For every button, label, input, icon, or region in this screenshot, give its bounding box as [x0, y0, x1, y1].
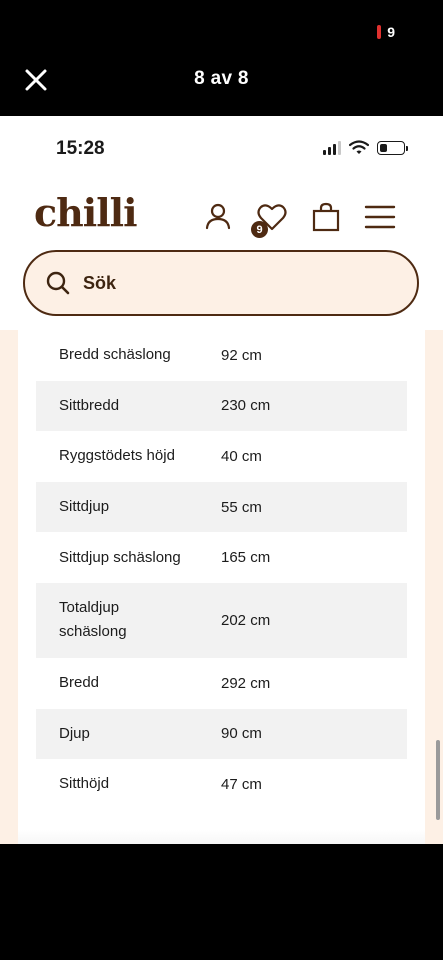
search-input[interactable] — [23, 250, 419, 316]
spec-label: Sittbredd — [59, 396, 120, 414]
header-nav-icons — [201, 200, 397, 234]
spec-label: Bredd schäslong — [59, 346, 171, 364]
notification-count: 9 — [387, 24, 395, 40]
viewer-status-bar — [0, 0, 443, 50]
image-counter: 8 av 8 — [194, 68, 249, 89]
specs-card — [18, 330, 425, 830]
spec-value: 292 cm — [221, 674, 271, 692]
search-icon — [45, 270, 71, 296]
content-area — [0, 330, 443, 844]
spec-table — [36, 330, 407, 810]
bag-icon — [309, 200, 343, 234]
battery-icon — [377, 141, 405, 155]
table-row — [36, 431, 407, 482]
table-row — [36, 330, 407, 381]
spec-value: 202 cm — [221, 611, 271, 629]
wifi-icon — [349, 140, 369, 155]
account-button[interactable] — [201, 200, 235, 234]
phone-status-icons — [323, 140, 405, 155]
spec-value: 90 cm — [221, 725, 262, 743]
wishlist-button[interactable] — [255, 200, 289, 234]
spec-value: 55 cm — [221, 498, 262, 516]
spec-label: Sittdjup schäslong — [59, 548, 181, 566]
spec-value: 230 cm — [221, 397, 271, 415]
screenshot-content — [0, 116, 443, 844]
table-row — [36, 381, 407, 432]
phone-status-bar — [0, 116, 443, 176]
cart-button[interactable] — [309, 200, 343, 234]
spec-value: 165 cm — [221, 549, 271, 567]
phone-time: 15:28 — [56, 138, 105, 159]
spec-label: Ryggstödets höjd — [59, 447, 175, 465]
signal-icon — [323, 141, 341, 155]
table-row — [36, 532, 407, 583]
menu-icon — [363, 200, 397, 234]
search-label: Sök — [83, 272, 117, 293]
menu-button[interactable] — [363, 200, 397, 234]
site-header — [0, 180, 443, 250]
spec-label: Sitthöjd — [59, 775, 110, 793]
card-bottom-fade — [18, 830, 425, 844]
table-row — [36, 709, 407, 760]
table-row — [36, 658, 407, 709]
wishlist-count-badge: 9 — [251, 221, 268, 238]
spec-label: Djup — [59, 724, 90, 742]
account-icon — [201, 200, 235, 234]
recording-pill-icon — [377, 25, 381, 39]
table-row — [36, 482, 407, 533]
spec-label: Totaldjup schäslong — [59, 599, 127, 641]
spec-label: Sittdjup — [59, 498, 110, 516]
notification-indicator — [377, 24, 395, 40]
viewer-header — [0, 50, 443, 116]
chilli-logo[interactable]: chilli — [34, 190, 137, 235]
spec-value: 92 cm — [221, 346, 262, 364]
spec-value: 47 cm — [221, 775, 262, 793]
table-row — [36, 583, 407, 658]
table-row — [36, 759, 407, 810]
scrollbar[interactable] — [436, 740, 440, 820]
spec-label: Bredd — [59, 674, 100, 692]
spec-value: 40 cm — [221, 447, 262, 465]
